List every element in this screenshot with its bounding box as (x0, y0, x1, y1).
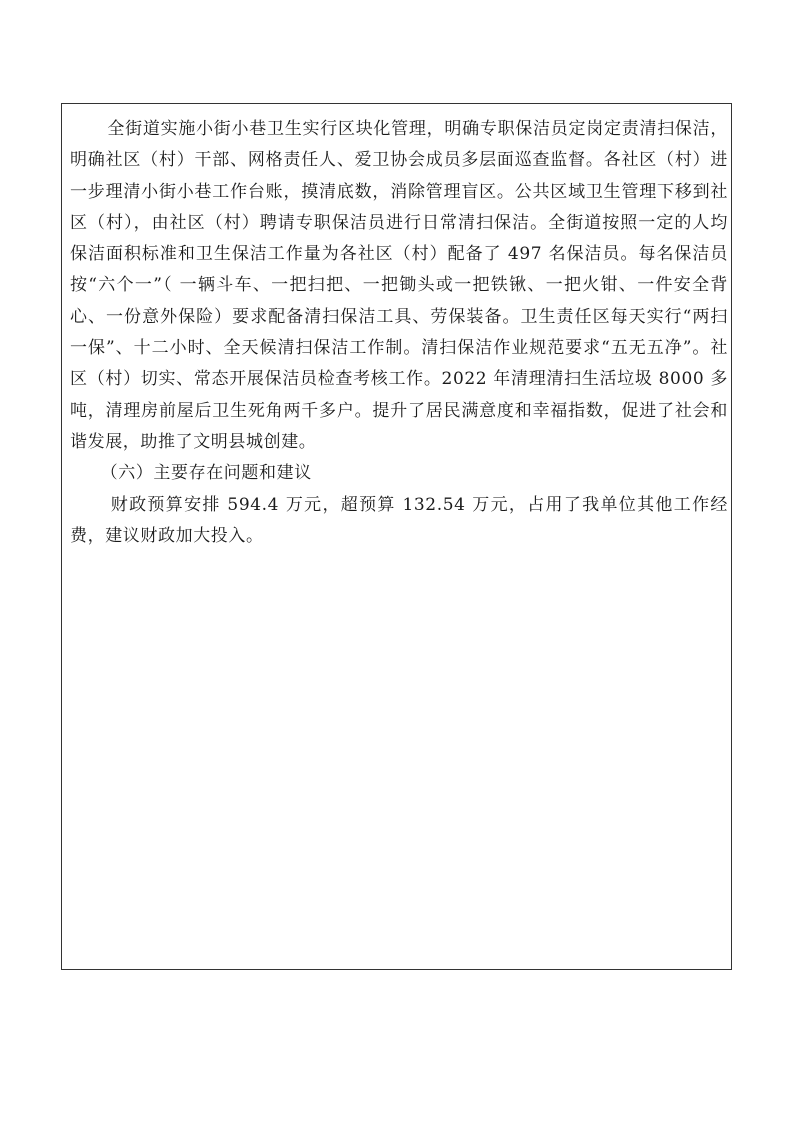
body-paragraph: 全街道实施小街小巷卫生实行区块化管理，明确专职保洁员定岗定责清扫保洁，明确社区（村）干部、网格责任人、爱卫协会成员多层面巡查监督。各社区（村）进一步理清小街小巷工作台账，摸清底数，消除管理盲区。公共区域卫生管理下移到社区（村），由社区（村）聘请专职保洁员进行日常清扫保洁。全街道按照一定的人均保洁面积标准和卫生保洁工作量为各社区（村）配备了 497 名保洁员。每名保洁员按“六个一”（ 一辆斗车、一把扫把、一把锄头或一把铁锹、一把火钳、一件安全背心、一份意外保险）要求配备清扫保洁工具、劳保装备。卫生责任区每天实行“两扫一保”、十二小时、全天候清扫保洁工作制。清扫保洁作业规范要求“五无五净”。社区（村）切实、常态开展保洁员检查考核工作。2022 年清理清扫生活垃圾 8000 多吨，清理房前屋后卫生死角两千多户。提升了居民满意度和幸福指数，促进了社会和谐发展，助推了文明县城创建。 (70, 119, 728, 452)
section-paragraph: 财政预算安排 594.4 万元，超预算 132.54 万元，占用了我单位其他工作经费，建议财政加大投入。 (70, 494, 728, 546)
document-body (70, 114, 728, 552)
section-heading: （六）主要存在问题和建议 (100, 463, 312, 484)
